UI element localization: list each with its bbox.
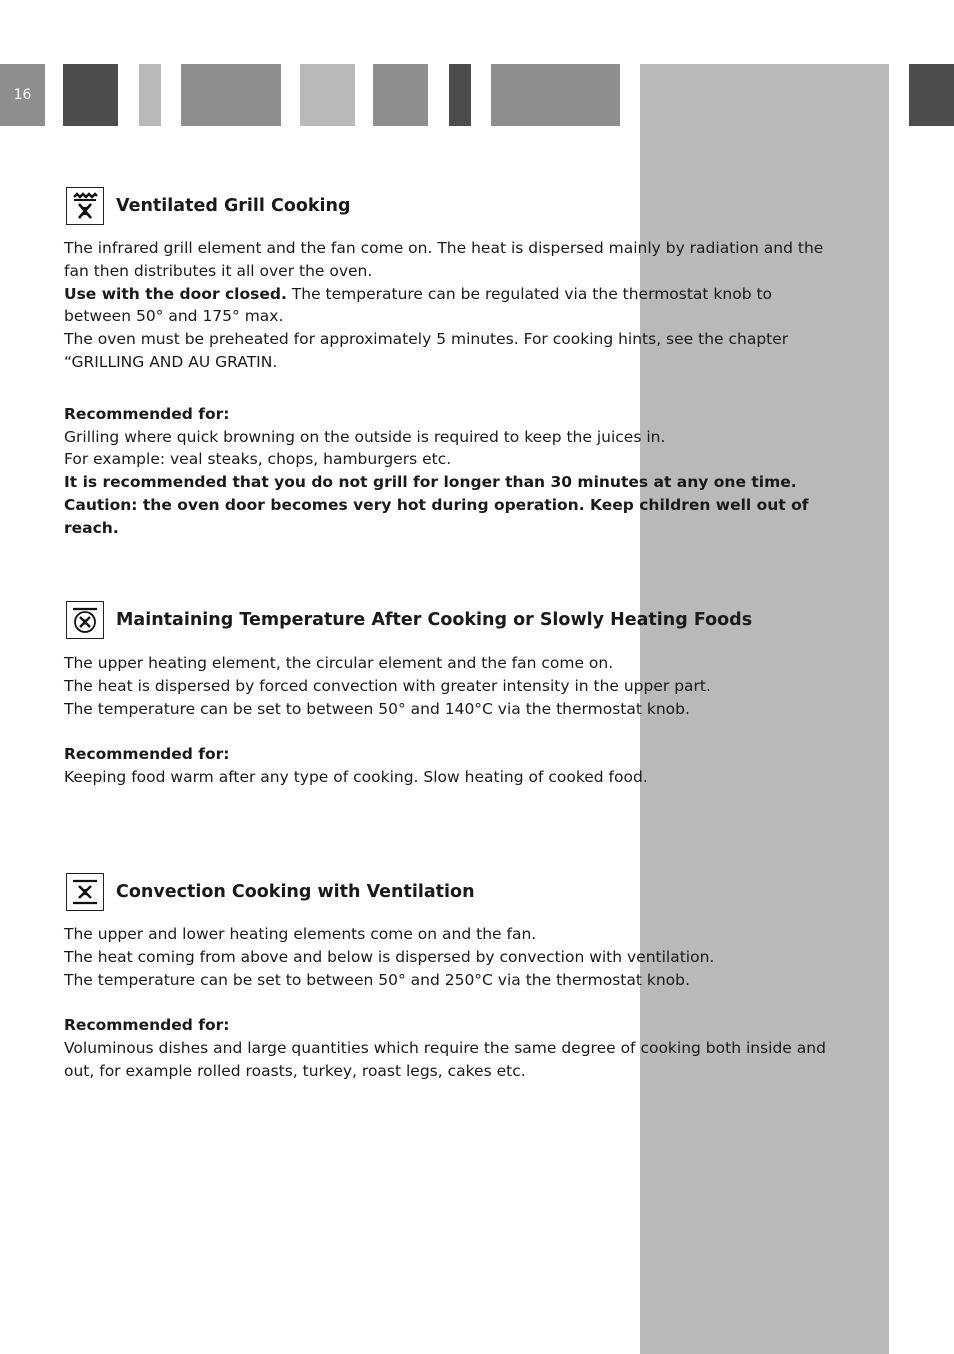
ventilated-grill-icon <box>66 187 104 225</box>
recommended-label <box>64 743 834 766</box>
paragraph <box>64 283 834 329</box>
convection-fan-icon <box>66 873 104 911</box>
warning-text: It is recommended that you do not grill for longer than 30 minutes at any one time. <box>64 473 797 492</box>
recommended-line: Grilling where quick browning on the outside is required to keep the juices in. <box>64 427 666 446</box>
header-block <box>300 64 355 126</box>
header-block <box>63 64 118 126</box>
section-title: Maintaining Temperature After Cooking or Slowly Heating Foods <box>116 610 753 630</box>
paragraph-text: The temperature can be regulated via the thermostat knob to between 50° and 175° max. <box>64 284 773 326</box>
recommended-line: For example: veal steaks, chops, hamburgers etc. <box>64 450 452 469</box>
paragraph: The upper and lower heating elements come on and the fan. <box>64 925 537 943</box>
section-body-maintaining-temperature <box>64 652 834 789</box>
paragraph: The oven must be preheated for approximately 5 minutes. For cooking hints, see the chapter “GRILLING AND AU GRATIN. <box>64 330 789 371</box>
header-block <box>181 64 281 126</box>
paragraph: The heat is dispersed by forced convection with greater intensity in the upper part. <box>64 676 711 695</box>
paragraph: The upper heating element, the circular element and the fan come on. <box>64 654 614 672</box>
header-block <box>491 64 620 126</box>
section-heading-maintaining-temperature <box>66 601 752 639</box>
recommended-label-text: Recommended for: <box>64 1016 230 1035</box>
section-heading-ventilated-grill <box>66 187 351 225</box>
header-block <box>139 64 161 126</box>
recommended-line: Keeping food warm after any type of cooking. Slow heating of cooked food. <box>64 767 648 786</box>
recommended-label <box>64 1014 834 1037</box>
warning-text: Caution: the oven door becomes very hot during operation. Keep children well out of reach. <box>64 495 809 537</box>
recommended-line: Voluminous dishes and large quantities which require the same degree of cooking both inside and out, for example rolled roasts, turkey, roast legs, cakes etc. <box>64 1038 826 1080</box>
recommended-label-text: Recommended for: <box>64 745 230 764</box>
warning-line <box>64 471 834 494</box>
header-block <box>909 64 954 126</box>
section-heading-convection-ventilation <box>66 873 475 911</box>
paragraph: The heat coming from above and below is dispersed by convection with ventilation. <box>64 947 715 966</box>
section-title: Convection Cooking with Ventilation <box>116 882 475 902</box>
warning-line <box>64 494 834 540</box>
fan-upper-element-icon <box>66 601 104 639</box>
paragraph: The infrared grill element and the fan come on. The heat is dispersed mainly by radiation and the fan then distributes it all over the oven. <box>64 239 824 280</box>
paragraph: The temperature can be set to between 50° and 250°C via the thermostat knob. <box>64 970 690 989</box>
section-body-ventilated-grill <box>64 237 834 540</box>
header-block <box>449 64 471 126</box>
bold-phrase: Use with the door closed. <box>64 284 287 303</box>
section-body-convection-ventilation <box>64 923 834 1083</box>
paragraph: The temperature can be set to between 50° and 140°C via the thermostat knob. <box>64 699 690 718</box>
section-title: Ventilated Grill Cooking <box>116 196 351 216</box>
header-block <box>373 64 428 126</box>
recommended-label <box>64 403 834 426</box>
page-number: 16 <box>0 64 45 126</box>
recommended-label-text: Recommended for: <box>64 404 230 423</box>
